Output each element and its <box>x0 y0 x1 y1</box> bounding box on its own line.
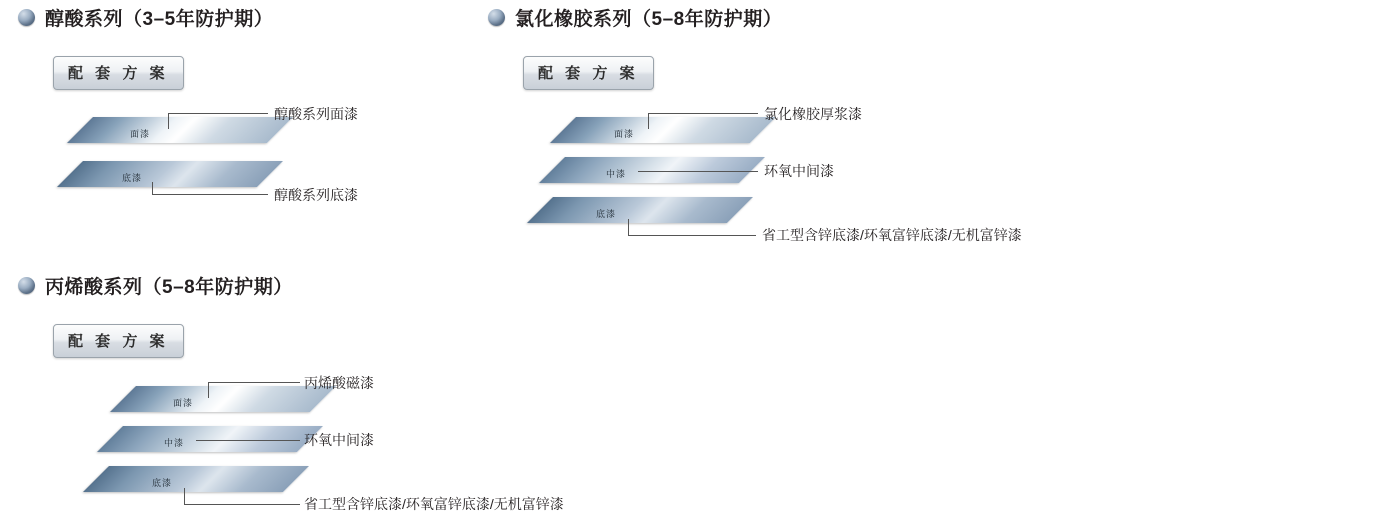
layer-base <box>527 197 753 223</box>
bullet-icon <box>18 277 35 294</box>
leader-vertical-base <box>184 488 185 504</box>
section-alkyd <box>18 4 358 203</box>
callout-mid: 环氧中间漆 <box>304 432 374 448</box>
leader-vertical-top <box>168 113 169 129</box>
callout-base: 省工型含锌底漆/环氧富锌底漆/无机富锌漆 <box>304 496 564 512</box>
layer-mid <box>97 426 323 452</box>
layer-mid-tag: 中漆 <box>164 438 185 448</box>
layer-base-tag: 底漆 <box>122 173 143 183</box>
layer-stack-acrylic <box>18 368 718 528</box>
section-chlorinated-rubber <box>488 4 1022 243</box>
callout-top: 醇酸系列面漆 <box>274 106 358 122</box>
scheme-button-label: 配 套 方 案 <box>523 56 654 90</box>
leader-line-base <box>184 504 300 505</box>
section-title: 丙烯酸系列（5–8年防护期） <box>45 277 293 298</box>
leader-line-top <box>208 382 300 383</box>
leader-line-mid <box>196 440 300 441</box>
section-title: 氯化橡胶系列（5–8年防护期） <box>515 9 783 30</box>
callout-top: 丙烯酸磁漆 <box>304 375 374 391</box>
layer-top-tag: 面漆 <box>130 129 151 139</box>
layer-mid <box>539 157 765 183</box>
section-acrylic <box>18 272 564 512</box>
layer-base <box>57 161 283 187</box>
leader-vertical-top <box>208 382 209 398</box>
layer-top <box>550 117 776 143</box>
leader-line-top <box>168 113 268 114</box>
leader-line-mid <box>638 171 758 172</box>
leader-line-base <box>152 194 268 195</box>
bullet-icon <box>18 9 35 26</box>
layer-top-tag: 面漆 <box>614 129 635 139</box>
layer-stack-chlorinated-rubber <box>488 99 1188 259</box>
leader-line-top <box>648 113 758 114</box>
layer-base-tag: 底漆 <box>152 478 173 488</box>
leader-line-base <box>628 235 756 236</box>
leader-vertical-base <box>152 182 153 194</box>
layer-stack-alkyd <box>18 99 438 229</box>
callout-mid: 环氧中间漆 <box>764 163 834 179</box>
scheme-button-acrylic[interactable] <box>53 324 184 358</box>
layer-top-tag: 面漆 <box>173 398 194 408</box>
section-header-alkyd <box>18 4 273 31</box>
layer-base <box>83 466 309 492</box>
layer-mid-tag: 中漆 <box>606 169 627 179</box>
section-header-chlorinated-rubber <box>488 4 782 31</box>
callout-base: 省工型含锌底漆/环氧富锌底漆/无机富锌漆 <box>762 227 1022 243</box>
leader-vertical-top <box>648 113 649 129</box>
bullet-icon <box>488 9 505 26</box>
scheme-button-label: 配 套 方 案 <box>53 56 184 90</box>
leader-vertical-base <box>628 219 629 235</box>
callout-top: 氯化橡胶厚浆漆 <box>764 106 862 122</box>
layer-top <box>110 386 336 412</box>
layer-top <box>67 117 293 143</box>
layer-base-tag: 底漆 <box>596 209 617 219</box>
section-header-acrylic <box>18 272 293 299</box>
scheme-button-alkyd[interactable] <box>53 56 184 90</box>
callout-base: 醇酸系列底漆 <box>274 187 358 203</box>
scheme-button-label: 配 套 方 案 <box>53 324 184 358</box>
scheme-button-chlorinated-rubber[interactable] <box>523 56 654 90</box>
section-title: 醇酸系列（3–5年防护期） <box>45 9 274 30</box>
